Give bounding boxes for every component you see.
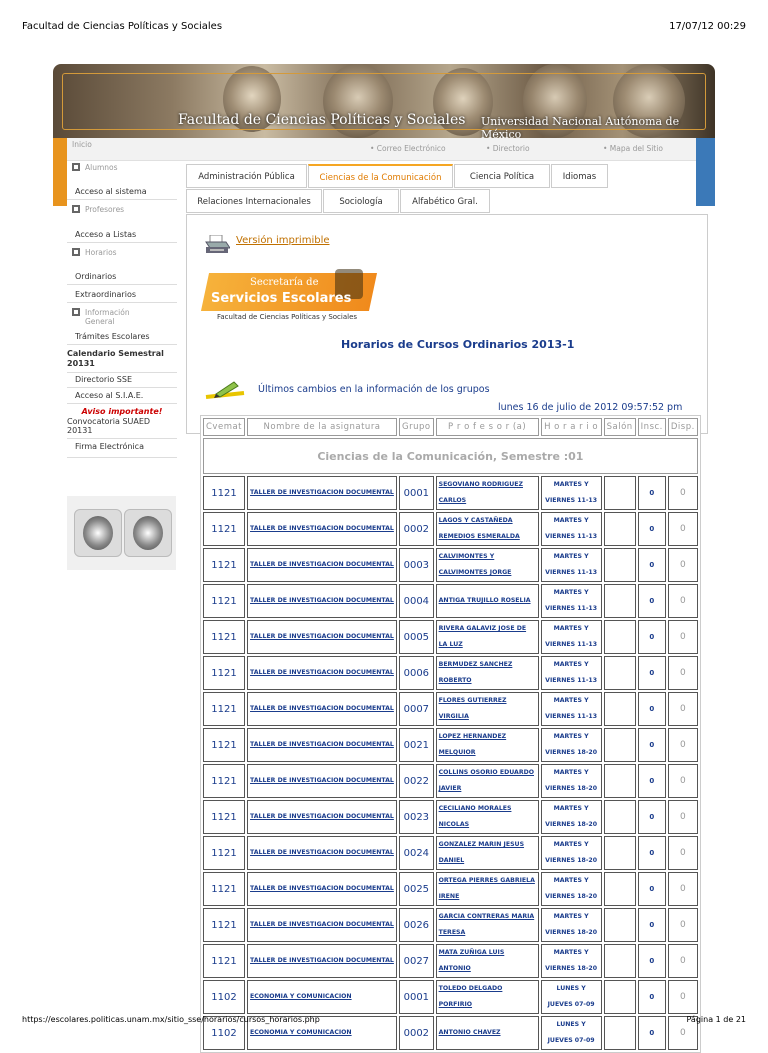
print-header-datetime: 17/07/12 00:29	[669, 21, 746, 32]
schedule-cell: MARTES Y VIERNES 18-20	[541, 908, 602, 942]
room-cell	[604, 656, 636, 690]
fcpys-seal-icon	[124, 509, 172, 557]
cvemat-cell: 1121	[203, 836, 245, 870]
enrolled-cell: 0	[638, 944, 666, 978]
room-cell	[604, 620, 636, 654]
group-cell: 0027	[399, 944, 434, 978]
table-row	[203, 980, 698, 1014]
course-name-link[interactable]: TALLER DE INVESTIGACION DOCUMENTAL	[247, 620, 397, 654]
available-cell: 0	[668, 944, 698, 978]
cvemat-cell: 1121	[203, 692, 245, 726]
table-row	[203, 944, 698, 978]
sidebar-item-profesores[interactable]: Profesores	[67, 205, 177, 214]
cvemat-cell: 1121	[203, 944, 245, 978]
sidebar-item-firma[interactable]: Firma Electrónica	[67, 442, 177, 458]
nav-home-link[interactable]: Inicio	[72, 140, 92, 149]
available-cell: 0	[668, 980, 698, 1014]
table-header-row	[203, 418, 698, 436]
table-row	[203, 728, 698, 762]
schedule-cell: MARTES Y VIERNES 11-13	[541, 584, 602, 618]
enrolled-cell: 0	[638, 656, 666, 690]
available-cell: 0	[668, 692, 698, 726]
enrolled-cell: 0	[638, 764, 666, 798]
available-cell: 0	[668, 764, 698, 798]
group-cell: 0025	[399, 872, 434, 906]
cvemat-cell: 1121	[203, 800, 245, 834]
enrolled-cell: 0	[638, 620, 666, 654]
course-name-link[interactable]: ECONOMIA Y COMUNICACION	[247, 1016, 397, 1050]
professor-link[interactable]: ANTONIO CHAVEZ	[436, 1016, 539, 1050]
page-title: Horarios de Cursos Ordinarios 2013-1	[341, 338, 575, 351]
enrolled-cell: 0	[638, 908, 666, 942]
room-cell	[604, 764, 636, 798]
orange-strip	[53, 138, 67, 206]
room-cell	[604, 944, 636, 978]
group-cell: 0026	[399, 908, 434, 942]
cvemat-cell: 1121	[203, 512, 245, 546]
professor-link[interactable]: CECILIANO MORALES NICOLAS	[436, 800, 539, 834]
sse-logo-line1: Secretaría de	[250, 277, 319, 288]
column-header-cvemat: Cvemat	[203, 418, 245, 436]
column-header-salon: Salón	[604, 418, 636, 436]
cvemat-cell: 1121	[203, 764, 245, 798]
professor-link[interactable]: RIVERA GALAVIZ JOSE DE LA LUZ	[436, 620, 539, 654]
table-row	[203, 584, 698, 618]
sse-logo-line3: Facultad de Ciencias Políticas y Sociales	[217, 313, 358, 321]
schedule-cell: MARTES Y VIERNES 11-13	[541, 620, 602, 654]
cvemat-cell: 1121	[203, 620, 245, 654]
available-cell: 0	[668, 512, 698, 546]
schedule-cell: MARTES Y VIERNES 11-13	[541, 692, 602, 726]
room-cell	[604, 908, 636, 942]
enrolled-cell: 0	[638, 692, 666, 726]
available-cell: 0	[668, 836, 698, 870]
available-cell: 0	[668, 620, 698, 654]
professor-link[interactable]: COLLINS OSORIO EDUARDO JAVIER	[436, 764, 539, 798]
schedule-cell: MARTES Y VIERNES 18-20	[541, 872, 602, 906]
schedule-cell: MARTES Y VIERNES 18-20	[541, 728, 602, 762]
tab-ciencias-comunicacion[interactable]: Ciencias de la Comunicación	[308, 164, 453, 188]
schedule-cell: MARTES Y VIERNES 18-20	[541, 944, 602, 978]
sse-logo-line2: Servicios Escolares	[211, 291, 352, 306]
course-name-link[interactable]: TALLER DE INVESTIGACION DOCUMENTAL	[247, 512, 397, 546]
banner-title: Facultad de Ciencias Políticas y Sociales	[178, 112, 466, 128]
available-cell: 0	[668, 872, 698, 906]
professor-link[interactable]: BERMUDEZ SANCHEZ ROBERTO	[436, 656, 539, 690]
cvemat-cell: 1121	[203, 548, 245, 582]
schedule-cell: MARTES Y VIERNES 18-20	[541, 800, 602, 834]
nav-sitemap-link[interactable]: • Mapa del Sitio	[603, 144, 663, 153]
tab-relaciones-internacionales[interactable]: Relaciones Internacionales	[186, 189, 322, 213]
cvemat-cell: 1121	[203, 728, 245, 762]
available-cell: 0	[668, 584, 698, 618]
course-name-link[interactable]: TALLER DE INVESTIGACION DOCUMENTAL	[247, 656, 397, 690]
table-row	[203, 836, 698, 870]
table-row	[203, 476, 698, 510]
group-cell: 0006	[399, 656, 434, 690]
course-name-link[interactable]: TALLER DE INVESTIGACION DOCUMENTAL	[247, 476, 397, 510]
column-header-grupo: Grupo	[399, 418, 434, 436]
enrolled-cell: 0	[638, 800, 666, 834]
printable-version-link[interactable]: Versión imprimible	[236, 235, 330, 246]
table-row	[203, 548, 698, 582]
content-panel	[186, 214, 708, 434]
enrolled-cell: 0	[638, 872, 666, 906]
professor-link[interactable]: SEGOVIANO RODRIGUEZ CARLOS	[436, 476, 539, 510]
room-cell	[604, 512, 636, 546]
sidebar-item-informacion[interactable]: Información General	[67, 308, 177, 326]
blue-strip	[696, 138, 715, 206]
column-header-horario: H o r a r i o	[541, 418, 602, 436]
available-cell: 0	[668, 908, 698, 942]
expand-icon	[72, 248, 80, 256]
schedule-cell: LUNES Y JUEVES 07-09	[541, 1016, 602, 1050]
room-cell	[604, 476, 636, 510]
sidebar-item-convocatoria[interactable]: Convocatoria SUAED 20131	[67, 417, 177, 439]
course-name-link[interactable]: TALLER DE INVESTIGACION DOCUMENTAL	[247, 800, 397, 834]
schedule-cell: MARTES Y VIERNES 18-20	[541, 764, 602, 798]
schedule-table	[200, 415, 701, 1053]
room-cell	[604, 980, 636, 1014]
sidebar-item-tramites[interactable]: Trámites Escolares	[67, 332, 177, 345]
group-cell: 0001	[399, 476, 434, 510]
professor-link[interactable]: GARCIA CONTRERAS MARIA TERESA	[436, 908, 539, 942]
enrolled-cell: 0	[638, 980, 666, 1014]
room-cell	[604, 548, 636, 582]
room-cell	[604, 800, 636, 834]
table-row	[203, 620, 698, 654]
schedule-cell: MARTES Y VIERNES 11-13	[541, 548, 602, 582]
pencil-icon	[204, 379, 246, 399]
available-cell: 0	[668, 548, 698, 582]
room-cell	[604, 584, 636, 618]
schedule-cell: MARTES Y VIERNES 18-20	[541, 836, 602, 870]
enrolled-cell: 0	[638, 1016, 666, 1050]
tab-idiomas[interactable]: Idiomas	[551, 164, 608, 188]
table-row	[203, 692, 698, 726]
printer-icon[interactable]	[204, 235, 230, 255]
enrolled-cell: 0	[638, 476, 666, 510]
print-footer	[0, 1012, 768, 1024]
professor-link[interactable]: FLORES GUTIERREZ VIRGILIA	[436, 692, 539, 726]
table-row	[203, 764, 698, 798]
enrolled-cell: 0	[638, 548, 666, 582]
group-cell: 0001	[399, 980, 434, 1014]
sidebar-item-ordinarios[interactable]: Ordinarios	[67, 272, 177, 285]
professor-link[interactable]: MATA ZUÑIGA LUIS ANTONIO	[436, 944, 539, 978]
professor-link[interactable]: ORTEGA PIERRES GABRIELA IRENE	[436, 872, 539, 906]
available-cell: 0	[668, 728, 698, 762]
group-cell: 0022	[399, 764, 434, 798]
available-cell: 0	[668, 800, 698, 834]
enrolled-cell: 0	[638, 512, 666, 546]
sidebar-item-horarios[interactable]: Horarios	[67, 248, 177, 257]
course-name-link[interactable]: TALLER DE INVESTIGACION DOCUMENTAL	[247, 764, 397, 798]
table-row	[203, 512, 698, 546]
group-cell: 0021	[399, 728, 434, 762]
tab-alfabetico[interactable]: Alfabético Gral.	[400, 189, 490, 213]
professor-link[interactable]: GONZALEZ MARIN JESUS DANIEL	[436, 836, 539, 870]
table-row	[203, 800, 698, 834]
semester-row	[203, 438, 698, 474]
cvemat-cell: 1121	[203, 584, 245, 618]
nav-directory-link[interactable]: • Directorio	[486, 144, 530, 153]
group-cell: 0002	[399, 1016, 434, 1050]
expand-icon	[72, 308, 80, 316]
course-name-link[interactable]: TALLER DE INVESTIGACION DOCUMENTAL	[247, 584, 397, 618]
column-header-disp: Disp.	[668, 418, 698, 436]
cvemat-cell: 1121	[203, 476, 245, 510]
column-header-profesor: P r o f e s o r (a)	[436, 418, 539, 436]
room-cell	[604, 728, 636, 762]
course-name-link[interactable]: TALLER DE INVESTIGACION DOCUMENTAL	[247, 728, 397, 762]
university-logos	[67, 496, 176, 570]
room-cell	[604, 872, 636, 906]
tab-ciencia-politica[interactable]: Ciencia Política	[454, 164, 550, 188]
table-row	[203, 872, 698, 906]
professor-link[interactable]: ANTIGA TRUJILLO ROSELIA	[436, 584, 539, 618]
professor-link[interactable]: TOLEDO DELGADO PORFIRIO	[436, 980, 539, 1014]
available-cell: 0	[668, 1016, 698, 1050]
course-name-link[interactable]: TALLER DE INVESTIGACION DOCUMENTAL	[247, 908, 397, 942]
column-header-asignatura: Nombre de la asignatura	[247, 418, 397, 436]
site-banner	[53, 64, 715, 138]
sidebar-item-extraordinarios[interactable]: Extraordinarios	[67, 290, 177, 303]
schedule-cell: MARTES Y VIERNES 11-13	[541, 476, 602, 510]
sidebar-item-calendario[interactable]: Calendario Semestral 20131	[67, 349, 177, 373]
group-cell: 0023	[399, 800, 434, 834]
enrolled-cell: 0	[638, 584, 666, 618]
course-name-link[interactable]: TALLER DE INVESTIGACION DOCUMENTAL	[247, 872, 397, 906]
expand-icon	[72, 205, 80, 213]
sidebar-item-acceso-siae[interactable]: Acceso al S.I.A.E.	[67, 391, 177, 404]
sidebar-item-alumnos[interactable]: Alumnos	[67, 163, 177, 172]
course-name-link[interactable]: TALLER DE INVESTIGACION DOCUMENTAL	[247, 548, 397, 582]
cvemat-cell: 1102	[203, 980, 245, 1014]
cvemat-cell: 1121	[203, 656, 245, 690]
cvemat-cell: 1121	[203, 908, 245, 942]
group-cell: 0002	[399, 512, 434, 546]
schedule-cell: MARTES Y VIERNES 11-13	[541, 656, 602, 690]
course-name-link[interactable]: TALLER DE INVESTIGACION DOCUMENTAL	[247, 692, 397, 726]
sidebar-item-acceso-sistema[interactable]: Acceso al sistema	[67, 187, 177, 200]
schedule-cell: LUNES Y JUEVES 07-09	[541, 980, 602, 1014]
tab-administracion-publica[interactable]: Administración Pública	[186, 164, 307, 188]
group-cell: 0007	[399, 692, 434, 726]
unam-seal-icon	[74, 509, 122, 557]
professor-link[interactable]: LOPEZ HERNANDEZ MELQUIOR	[436, 728, 539, 762]
course-name-link[interactable]: ECONOMIA Y COMUNICACION	[247, 980, 397, 1014]
footer-url: https://escolares.politicas.unam.mx/sitio_sse/horarios/cursos_horarios.php	[22, 1015, 320, 1024]
enrolled-cell: 0	[638, 728, 666, 762]
course-name-link[interactable]: TALLER DE INVESTIGACION DOCUMENTAL	[247, 944, 397, 978]
course-name-link[interactable]: TALLER DE INVESTIGACION DOCUMENTAL	[247, 836, 397, 870]
banner-university: Universidad Nacional Autónoma de México	[481, 115, 680, 138]
expand-icon	[72, 163, 80, 171]
print-header	[0, 0, 768, 40]
column-header-insc: Insc.	[638, 418, 666, 436]
group-cell: 0005	[399, 620, 434, 654]
semester-label: Ciencias de la Comunicación, Semestre :01	[203, 438, 698, 474]
group-cell: 0003	[399, 548, 434, 582]
cvemat-cell: 1102	[203, 1016, 245, 1050]
nav-email-link[interactable]: • Correo Electrónico	[370, 144, 446, 153]
table-row	[203, 908, 698, 942]
footer-page-number: Página 1 de 21	[686, 1015, 746, 1024]
schedule-cell: MARTES Y VIERNES 11-13	[541, 512, 602, 546]
latest-changes-label: Últimos cambios en la información de los grupos	[258, 384, 490, 395]
enrolled-cell: 0	[638, 836, 666, 870]
table-row	[203, 656, 698, 690]
sidebar-item-acceso-listas[interactable]: Acceso a Listas	[67, 230, 177, 243]
professor-link[interactable]: CALVIMONTES Y CALVIMONTES JORGE	[436, 548, 539, 582]
last-update-date: lunes 16 de julio de 2012 09:57:52 pm	[498, 402, 683, 413]
sidebar-item-directorio-sse[interactable]: Directorio SSE	[67, 375, 177, 388]
cvemat-cell: 1121	[203, 872, 245, 906]
top-navigation	[67, 138, 696, 161]
professor-link[interactable]: LAGOS Y CASTAÑEDA REMEDIOS ESMERALDA	[436, 512, 539, 546]
sidebar-item-aviso[interactable]: Aviso importante!	[81, 407, 163, 416]
tab-sociologia[interactable]: Sociología	[323, 189, 399, 213]
room-cell	[604, 692, 636, 726]
available-cell: 0	[668, 476, 698, 510]
available-cell: 0	[668, 656, 698, 690]
group-cell: 0004	[399, 584, 434, 618]
room-cell	[604, 836, 636, 870]
group-cell: 0024	[399, 836, 434, 870]
print-header-title: Facultad de Ciencias Políticas y Sociales	[22, 21, 223, 32]
sse-logo	[205, 267, 375, 323]
